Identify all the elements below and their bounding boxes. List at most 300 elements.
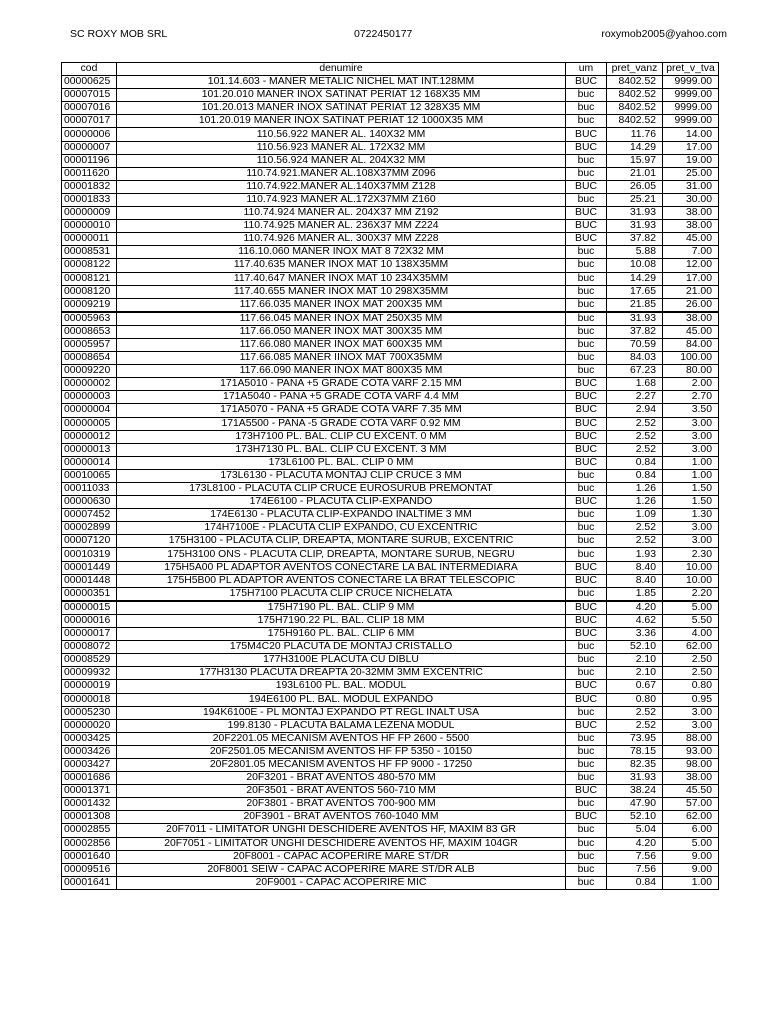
table-row: [62, 456, 719, 469]
cell-cod: 00001308: [62, 811, 117, 824]
cell-pret-v-tva: 6.00: [663, 824, 719, 837]
table-row: [62, 548, 719, 561]
cell-pret-v-tva: 4.00: [663, 628, 719, 641]
cell-pret-vanz: 31.93: [607, 220, 663, 233]
cell-um: BUC: [566, 693, 607, 706]
cell-denumire: 20F3501 - BRAT AVENTOS 560-710 MM: [117, 785, 566, 798]
cell-pret-v-tva: 3.50: [663, 404, 719, 417]
cell-pret-vanz: 0.84: [607, 456, 663, 469]
cell-pret-v-tva: 62.00: [663, 641, 719, 654]
cell-pret-v-tva: 2.50: [663, 654, 719, 667]
table-row: [62, 285, 719, 298]
column-header-pret-v-tva: pret_v_tva: [663, 63, 719, 76]
cell-cod: 00009219: [62, 298, 117, 312]
cell-um: buc: [566, 706, 607, 719]
cell-pret-vanz: 47.90: [607, 798, 663, 811]
cell-um: BUC: [566, 680, 607, 693]
cell-um: BUC: [566, 417, 607, 430]
cell-denumire: 174E6130 - PLACUTA CLIP-EXPANDO INALTIME 3 MM: [117, 509, 566, 522]
cell-cod: 00000015: [62, 601, 117, 615]
cell-cod: 00001371: [62, 785, 117, 798]
cell-cod: 00000018: [62, 693, 117, 706]
cell-um: BUC: [566, 233, 607, 246]
cell-denumire: 171A5010 - PANA +5 GRADE COTA VARF 2.15 MM: [117, 378, 566, 391]
cell-pret-vanz: 38.24: [607, 785, 663, 798]
cell-um: BUC: [566, 811, 607, 824]
cell-um: BUC: [566, 443, 607, 456]
cell-um: buc: [566, 102, 607, 115]
cell-denumire: 194K6100E - PL MONTAJ EXPANDO PT REGL INALT USA: [117, 706, 566, 719]
cell-denumire: 199.8130 - PLACUTA BALAMA LEZENA MODUL: [117, 719, 566, 732]
cell-pret-v-tva: 38.00: [663, 772, 719, 785]
cell-denumire: 173L6130 - PLACUTA MONTAJ CLIP CRUCE 3 MM: [117, 469, 566, 482]
cell-denumire: 173H7100 PL. BAL. CLIP CU EXCENT. 0 MM: [117, 430, 566, 443]
cell-cod: 00000012: [62, 430, 117, 443]
table-row: [62, 811, 719, 824]
cell-denumire: 177H3130 PLACUTA DREAPTA 20-32MM 3MM EXCENTRIC: [117, 667, 566, 680]
cell-cod: 00000020: [62, 719, 117, 732]
cell-cod: 00010065: [62, 469, 117, 482]
cell-pret-vanz: 7.56: [607, 850, 663, 863]
table-row: [62, 378, 719, 391]
table-row: [62, 207, 719, 220]
table-row: [62, 352, 719, 365]
cell-um: BUC: [566, 180, 607, 193]
cell-denumire: 20F7051 - LIMITATOR UNGHI DESCHIDERE AVENTOS HF, MAXIM 104GR: [117, 837, 566, 850]
cell-pret-vanz: 52.10: [607, 811, 663, 824]
cell-um: buc: [566, 365, 607, 378]
cell-pret-v-tva: 9.00: [663, 850, 719, 863]
cell-pret-v-tva: 10.00: [663, 561, 719, 574]
table-row: [62, 259, 719, 272]
cell-pret-v-tva: 3.00: [663, 522, 719, 535]
cell-pret-v-tva: 38.00: [663, 220, 719, 233]
cell-pret-v-tva: 3.00: [663, 535, 719, 548]
cell-pret-v-tva: 5.50: [663, 614, 719, 627]
cell-pret-v-tva: 45.00: [663, 325, 719, 338]
cell-cod: 00000004: [62, 404, 117, 417]
cell-um: buc: [566, 193, 607, 206]
cell-denumire: 117.66.035 MANER INOX MAT 200X35 MM: [117, 298, 566, 312]
cell-um: BUC: [566, 378, 607, 391]
cell-cod: 00003426: [62, 745, 117, 758]
cell-cod: 00000625: [62, 76, 117, 89]
cell-pret-v-tva: 57.00: [663, 798, 719, 811]
cell-pret-vanz: 14.29: [607, 141, 663, 154]
cell-denumire: 194E6100 PL. BAL. MODUL EXPANDO: [117, 693, 566, 706]
table-row: [62, 719, 719, 732]
table-row: [62, 312, 719, 326]
table-row: [62, 732, 719, 745]
cell-pret-v-tva: 98.00: [663, 758, 719, 771]
table-row: [62, 430, 719, 443]
cell-um: BUC: [566, 207, 607, 220]
cell-pret-v-tva: 93.00: [663, 745, 719, 758]
cell-um: BUC: [566, 404, 607, 417]
table-row: [62, 758, 719, 771]
cell-pret-vanz: 21.01: [607, 167, 663, 180]
cell-pret-vanz: 2.52: [607, 522, 663, 535]
table-row: [62, 667, 719, 680]
column-header-um: um: [566, 63, 607, 76]
cell-denumire: 20F3201 - BRAT AVENTOS 480-570 MM: [117, 772, 566, 785]
table-row: [62, 180, 719, 193]
cell-pret-v-tva: 0.95: [663, 693, 719, 706]
cell-pret-vanz: 4.20: [607, 837, 663, 850]
cell-cod: 00000017: [62, 628, 117, 641]
cell-denumire: 20F8001 SEIW - CAPAC ACOPERIRE MARE ST/DR ALB: [117, 863, 566, 876]
cell-pret-v-tva: 10.00: [663, 574, 719, 587]
cell-um: BUC: [566, 574, 607, 587]
cell-denumire: 110.74.921.MANER AL.108X37MM Z096: [117, 167, 566, 180]
cell-cod: 00007452: [62, 509, 117, 522]
cell-cod: 00000003: [62, 391, 117, 404]
cell-um: BUC: [566, 496, 607, 509]
table-row: [62, 745, 719, 758]
cell-cod: 00008072: [62, 641, 117, 654]
cell-pret-v-tva: 45.50: [663, 785, 719, 798]
cell-denumire: 110.56.922 MANER AL. 140X32 MM: [117, 128, 566, 141]
cell-pret-vanz: 8.40: [607, 574, 663, 587]
cell-denumire: 171A5500 - PANA -5 GRADE COTA VARF 0.92 MM: [117, 417, 566, 430]
cell-um: buc: [566, 272, 607, 285]
cell-pret-v-tva: 9999.00: [663, 115, 719, 128]
cell-pret-vanz: 0.84: [607, 469, 663, 482]
table-row: [62, 693, 719, 706]
cell-pret-vanz: 8402.52: [607, 89, 663, 102]
cell-um: buc: [566, 338, 607, 351]
cell-pret-vanz: 3.36: [607, 628, 663, 641]
table-row: [62, 876, 719, 889]
cell-pret-vanz: 84.03: [607, 352, 663, 365]
cell-cod: 00011620: [62, 167, 117, 180]
cell-denumire: 171A5040 - PANA +5 GRADE COTA VARF 4.4 MM: [117, 391, 566, 404]
table-row: [62, 561, 719, 574]
company-email: roxymob2005@yahoo.com: [601, 28, 727, 40]
cell-denumire: 110.74.924 MANER AL. 204X37 MM Z192: [117, 207, 566, 220]
cell-pret-vanz: 8.40: [607, 561, 663, 574]
cell-denumire: 117.40.647 MANER INOX MAT 10 234X35MM: [117, 272, 566, 285]
cell-pret-vanz: 0.84: [607, 876, 663, 889]
cell-pret-v-tva: 2.20: [663, 587, 719, 601]
cell-um: buc: [566, 259, 607, 272]
cell-pret-vanz: 1.93: [607, 548, 663, 561]
table-row: [62, 246, 719, 259]
cell-pret-v-tva: 3.00: [663, 443, 719, 456]
table-row: [62, 496, 719, 509]
cell-denumire: 101.14.603 - MANER METALIC NICHEL MAT INT.128MM: [117, 76, 566, 89]
cell-pret-vanz: 37.82: [607, 325, 663, 338]
cell-denumire: 20F3801 - BRAT AVENTOS 700-900 MM: [117, 798, 566, 811]
cell-pret-v-tva: 30.00: [663, 193, 719, 206]
cell-um: buc: [566, 154, 607, 167]
cell-cod: 00000005: [62, 417, 117, 430]
cell-pret-v-tva: 0.80: [663, 680, 719, 693]
table-row: [62, 154, 719, 167]
cell-pret-v-tva: 100.00: [663, 352, 719, 365]
cell-pret-vanz: 2.10: [607, 667, 663, 680]
cell-um: buc: [566, 246, 607, 259]
cell-pret-v-tva: 9999.00: [663, 89, 719, 102]
table-row: [62, 641, 719, 654]
table-row: [62, 863, 719, 876]
cell-denumire: 110.74.922.MANER AL.140X37MM Z128: [117, 180, 566, 193]
cell-pret-vanz: 2.52: [607, 706, 663, 719]
cell-pret-v-tva: 1.50: [663, 496, 719, 509]
cell-denumire: 177H3100E PLACUTA CU DIBLU: [117, 654, 566, 667]
cell-pret-v-tva: 3.00: [663, 430, 719, 443]
cell-cod: 00000002: [62, 378, 117, 391]
table-row: [62, 824, 719, 837]
cell-cod: 00001686: [62, 772, 117, 785]
cell-pret-vanz: 1.85: [607, 587, 663, 601]
table-row: [62, 469, 719, 482]
table-row: [62, 76, 719, 89]
cell-um: BUC: [566, 628, 607, 641]
cell-denumire: 110.74.926 MANER AL. 300X37 MM Z228: [117, 233, 566, 246]
cell-pret-v-tva: 88.00: [663, 732, 719, 745]
cell-pret-vanz: 25.21: [607, 193, 663, 206]
cell-denumire: 175H3100 ONS - PLACUTA CLIP, DREAPTA, MONTARE SURUB, NEGRU: [117, 548, 566, 561]
cell-cod: 00009932: [62, 667, 117, 680]
cell-cod: 00010319: [62, 548, 117, 561]
cell-denumire: 175H9160 PL. BAL. CLIP 6 MM: [117, 628, 566, 641]
cell-cod: 00000630: [62, 496, 117, 509]
table-row: [62, 298, 719, 312]
table-row: [62, 141, 719, 154]
cell-pret-vanz: 1.26: [607, 496, 663, 509]
cell-um: BUC: [566, 561, 607, 574]
cell-pret-vanz: 52.10: [607, 641, 663, 654]
cell-cod: 00001196: [62, 154, 117, 167]
cell-um: buc: [566, 312, 607, 326]
cell-cod: 00001641: [62, 876, 117, 889]
cell-pret-vanz: 17.65: [607, 285, 663, 298]
table-row: [62, 837, 719, 850]
cell-pret-v-tva: 9999.00: [663, 102, 719, 115]
cell-cod: 00000010: [62, 220, 117, 233]
cell-um: buc: [566, 522, 607, 535]
cell-denumire: 110.56.924 MANER AL. 204X32 MM: [117, 154, 566, 167]
table-row: [62, 338, 719, 351]
cell-um: buc: [566, 667, 607, 680]
table-row: [62, 772, 719, 785]
cell-cod: 00007120: [62, 535, 117, 548]
table-header-row: [62, 63, 719, 76]
cell-denumire: 173L6100 PL. BAL. CLIP 0 MM: [117, 456, 566, 469]
cell-pret-vanz: 10.08: [607, 259, 663, 272]
cell-pret-v-tva: 17.00: [663, 141, 719, 154]
cell-cod: 00005230: [62, 706, 117, 719]
cell-pret-vanz: 26.05: [607, 180, 663, 193]
cell-um: BUC: [566, 601, 607, 615]
cell-pret-v-tva: 3.00: [663, 719, 719, 732]
cell-denumire: 101.20.013 MANER INOX SATINAT PERIAT 12 328X35 MM: [117, 102, 566, 115]
cell-um: buc: [566, 654, 607, 667]
cell-um: buc: [566, 876, 607, 889]
cell-pret-vanz: 21.85: [607, 298, 663, 312]
cell-cod: 00002856: [62, 837, 117, 850]
cell-cod: 00000014: [62, 456, 117, 469]
cell-denumire: 20F2201.05 MECANISM AVENTOS HF FP 2600 - 5500: [117, 732, 566, 745]
cell-cod: 00000013: [62, 443, 117, 456]
cell-pret-vanz: 2.52: [607, 535, 663, 548]
table-row: [62, 404, 719, 417]
cell-um: BUC: [566, 719, 607, 732]
cell-cod: 00009516: [62, 863, 117, 876]
table-row: [62, 272, 719, 285]
cell-pret-vanz: 2.52: [607, 719, 663, 732]
cell-pret-vanz: 8402.52: [607, 102, 663, 115]
cell-um: BUC: [566, 785, 607, 798]
cell-denumire: 117.66.080 MANER INOX MAT 600X35 MM: [117, 338, 566, 351]
cell-pret-v-tva: 26.00: [663, 298, 719, 312]
cell-cod: 00000016: [62, 614, 117, 627]
table-row: [62, 601, 719, 615]
cell-pret-v-tva: 45.00: [663, 233, 719, 246]
table-row: [62, 167, 719, 180]
cell-cod: 00002855: [62, 824, 117, 837]
cell-cod: 00001640: [62, 850, 117, 863]
cell-pret-vanz: 4.62: [607, 614, 663, 627]
table-row: [62, 798, 719, 811]
table-row: [62, 654, 719, 667]
table-row: [62, 443, 719, 456]
cell-denumire: 101.20.010 MANER INOX SATINAT PERIAT 12 168X35 MM: [117, 89, 566, 102]
column-header-denumire: denumire: [117, 63, 566, 76]
cell-pret-v-tva: 25.00: [663, 167, 719, 180]
cell-denumire: 116.10.060 MANER INOX MAT 8 72X32 MM: [117, 246, 566, 259]
cell-um: buc: [566, 298, 607, 312]
cell-um: buc: [566, 863, 607, 876]
cell-cod: 00007015: [62, 89, 117, 102]
column-header-pret-vanz: pret_vanz: [607, 63, 663, 76]
cell-denumire: 117.66.050 MANER INOX MAT 300X35 MM: [117, 325, 566, 338]
cell-denumire: 175H5B00 PL ADAPTOR AVENTOS CONECTARE LA BRAT TELESCOPIC: [117, 574, 566, 587]
company-phone: 0722450177: [354, 28, 413, 40]
cell-cod: 00007016: [62, 102, 117, 115]
cell-denumire: 117.66.090 MANER INOX MAT 800X35 MM: [117, 365, 566, 378]
cell-pret-vanz: 31.93: [607, 207, 663, 220]
cell-um: buc: [566, 285, 607, 298]
cell-pret-vanz: 1.09: [607, 509, 663, 522]
cell-um: BUC: [566, 456, 607, 469]
table-row: [62, 680, 719, 693]
cell-pret-v-tva: 17.00: [663, 272, 719, 285]
cell-denumire: 175H7190.22 PL. BAL. CLIP 18 MM: [117, 614, 566, 627]
cell-um: buc: [566, 824, 607, 837]
cell-cod: 00000009: [62, 207, 117, 220]
cell-pret-v-tva: 38.00: [663, 312, 719, 326]
company-name: SC ROXY MOB SRL: [70, 28, 168, 40]
table-row: [62, 128, 719, 141]
cell-denumire: 174E6100 - PLACUTA CLIP-EXPANDO: [117, 496, 566, 509]
table-row: [62, 509, 719, 522]
cell-um: BUC: [566, 76, 607, 89]
cell-pret-v-tva: 80.00: [663, 365, 719, 378]
cell-denumire: 175H7190 PL. BAL. CLIP 9 MM: [117, 601, 566, 615]
cell-um: buc: [566, 509, 607, 522]
table-row: [62, 614, 719, 627]
cell-denumire: 20F2501.05 MECANISM AVENTOS HF FP 5350 - 10150: [117, 745, 566, 758]
cell-pret-vanz: 8402.52: [607, 115, 663, 128]
table-row: [62, 628, 719, 641]
cell-um: buc: [566, 772, 607, 785]
cell-pret-vanz: 37.82: [607, 233, 663, 246]
cell-pret-vanz: 1.68: [607, 378, 663, 391]
cell-pret-v-tva: 21.00: [663, 285, 719, 298]
table-row: [62, 522, 719, 535]
cell-cod: 00003425: [62, 732, 117, 745]
table-row: [62, 535, 719, 548]
cell-denumire: 110.56.923 MANER AL. 172X32 MM: [117, 141, 566, 154]
cell-um: buc: [566, 469, 607, 482]
table-row: [62, 89, 719, 102]
cell-pret-v-tva: 2.00: [663, 378, 719, 391]
cell-pret-v-tva: 5.00: [663, 601, 719, 615]
cell-pret-vanz: 4.20: [607, 601, 663, 615]
cell-pret-vanz: 5.88: [607, 246, 663, 259]
cell-denumire: 20F9001 - CAPAC ACOPERIRE MIC: [117, 876, 566, 889]
cell-pret-v-tva: 1.30: [663, 509, 719, 522]
cell-denumire: 117.40.655 MANER INOX MAT 10 298X35MM: [117, 285, 566, 298]
cell-um: buc: [566, 641, 607, 654]
cell-pret-vanz: 2.10: [607, 654, 663, 667]
cell-um: buc: [566, 837, 607, 850]
cell-pret-vanz: 2.52: [607, 443, 663, 456]
table-row: [62, 574, 719, 587]
cell-pret-vanz: 70.59: [607, 338, 663, 351]
table-row: [62, 102, 719, 115]
table-row: [62, 587, 719, 601]
cell-pret-v-tva: 62.00: [663, 811, 719, 824]
cell-um: buc: [566, 548, 607, 561]
cell-denumire: 193L6100 PL. BAL. MODUL: [117, 680, 566, 693]
cell-pret-v-tva: 5.00: [663, 837, 719, 850]
cell-um: BUC: [566, 141, 607, 154]
cell-cod: 00008529: [62, 654, 117, 667]
cell-cod: 00005957: [62, 338, 117, 351]
cell-pret-vanz: 31.93: [607, 312, 663, 326]
cell-pret-v-tva: 2.30: [663, 548, 719, 561]
cell-pret-v-tva: 9.00: [663, 863, 719, 876]
cell-pret-vanz: 1.26: [607, 483, 663, 496]
table-row: [62, 220, 719, 233]
cell-pret-vanz: 31.93: [607, 772, 663, 785]
column-header-cod: cod: [62, 63, 117, 76]
table-row: [62, 365, 719, 378]
table-row: [62, 706, 719, 719]
cell-cod: 00008653: [62, 325, 117, 338]
cell-cod: 00003427: [62, 758, 117, 771]
cell-um: buc: [566, 167, 607, 180]
cell-cod: 00007017: [62, 115, 117, 128]
table-row: [62, 193, 719, 206]
cell-cod: 00001832: [62, 180, 117, 193]
cell-pret-v-tva: 84.00: [663, 338, 719, 351]
cell-cod: 00008531: [62, 246, 117, 259]
cell-pret-v-tva: 1.00: [663, 876, 719, 889]
cell-denumire: 175H5A00 PL ADAPTOR AVENTOS CONECTARE LA BAL INTERMEDIARA: [117, 561, 566, 574]
cell-cod: 00001449: [62, 561, 117, 574]
cell-pret-v-tva: 9999.00: [663, 76, 719, 89]
cell-pret-v-tva: 1.00: [663, 469, 719, 482]
cell-um: buc: [566, 732, 607, 745]
cell-pret-v-tva: 3.00: [663, 417, 719, 430]
cell-um: buc: [566, 535, 607, 548]
cell-denumire: 110.74.923 MANER AL.172X37MM Z160: [117, 193, 566, 206]
cell-denumire: 173L8100 - PLACUTA CLIP CRUCE EUROSURUB PREMONTAT: [117, 483, 566, 496]
